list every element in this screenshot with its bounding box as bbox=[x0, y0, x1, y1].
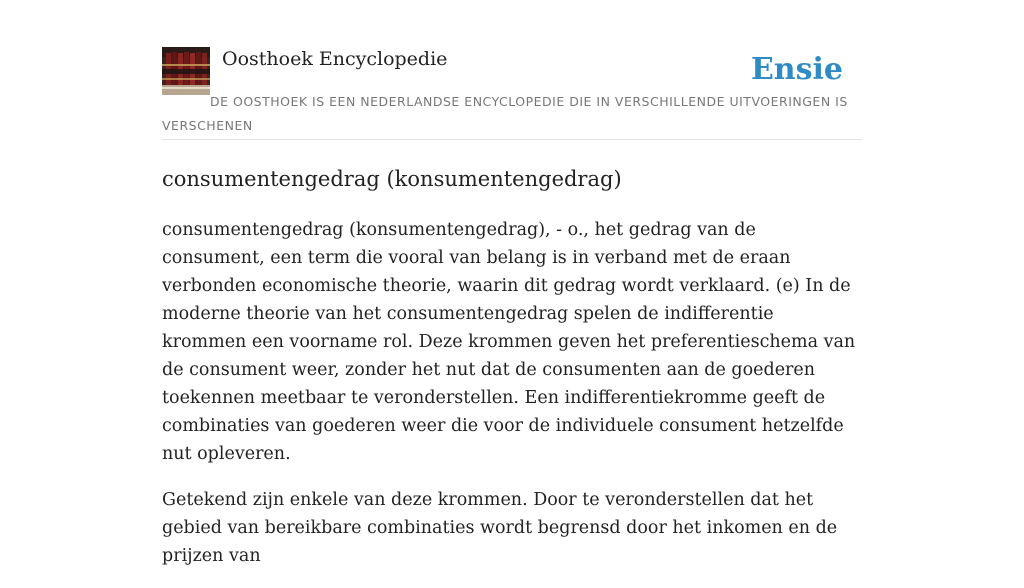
brand-logo[interactable]: Ensie bbox=[750, 52, 843, 87]
article-paragraph: Getekend zijn enkele van deze krommen. Door te veronderstellen dat het gebied van bereikbare combinaties wordt begrensd door het inkomen en de prijzen van bbox=[162, 490, 838, 566]
site-header bbox=[162, 46, 862, 140]
article-body bbox=[162, 216, 862, 588]
header-divider bbox=[162, 139, 862, 140]
site-tagline: DE OOSTHOEK IS EEN NEDERLANDSE ENCYCLOPEDIE DIE IN VERSCHILLENDE UITVOERINGEN IS VERSCHENEN bbox=[162, 94, 848, 133]
site-name[interactable]: Oosthoek Encyclopedie bbox=[222, 48, 448, 70]
article-title: consumentengedrag (konsumentengedrag) bbox=[162, 167, 622, 191]
encyclopedia-books-icon bbox=[162, 47, 210, 95]
article-paragraph: consumentengedrag (konsumentengedrag), - o., het gedrag van de consument, een term die vooral van belang is in verband met de eraan verbonden economische theorie, waarin dit gedrag wordt verklaard. (e) In de moderne theorie van het consumentengedrag spelen de indifferentie krommen een voorname rol. Deze krommen geven het preferentieschema van de consument weer, zonder het nut dat de consumenten aan de goederen toekennen meetbaar te veronderstellen. Een indifferentiekromme geeft de combinaties van goederen weer die voor de individuele consument hetzelfde nut opleveren. bbox=[162, 220, 856, 464]
site-avatar[interactable] bbox=[162, 47, 210, 95]
